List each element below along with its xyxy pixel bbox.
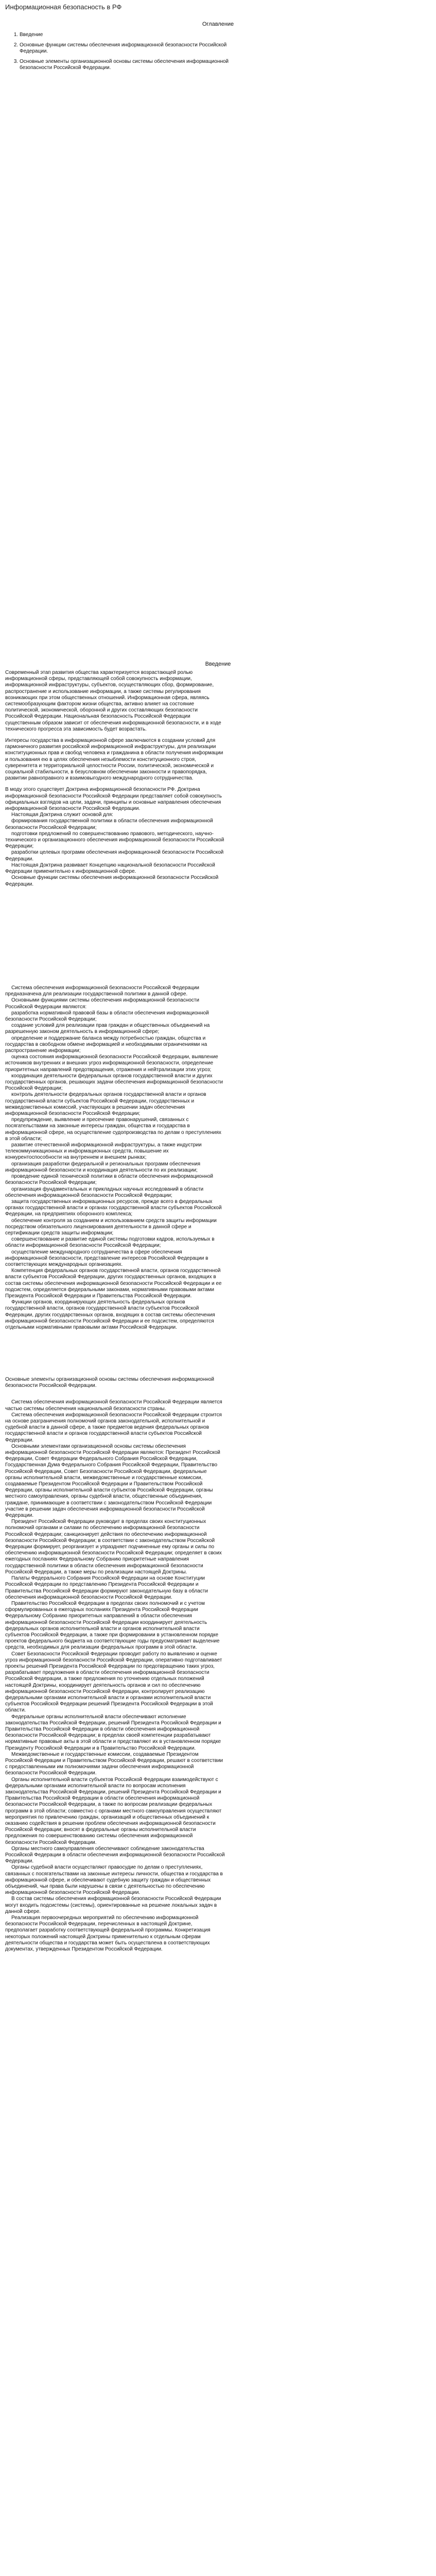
paragraph: обеспечение контроля за созданием и использованием средств защиты информации посредством обязательного лицензирования деятельности в данной сфере и сертификации средств защиты информации; [5, 1217, 217, 1236]
paragraph: формирования государственной политики в области обеспечения информационной безопасности Российской Федерации; [5, 818, 213, 831]
toc-item: 2. Основные функции системы обеспечения информационной безопасности Российской Федерации. [20, 42, 236, 55]
paragraph: Настоящая Доктрина служит основой для: [11, 812, 113, 818]
intro-heading: Введение [205, 661, 231, 667]
paragraph: Реализация первоочередных мероприятий по обеспечению информационной безопасности Российской Федерации, перечисленных в настоящей Доктрине, предполагает разработку соответствующей федеральной программы. Конкретизация некоторых положений настоящей Доктрины применительно к отдельным сферам деятельности общества и государства может быть осуществлена в соответствующих документах, утвержденных Президентом Российской Федерации. [5, 1915, 211, 1953]
paragraph: Система обеспечения информационной безопасности Российской Федерации строится на основе разграничения полномочий органов законодательной, исполнительной и судебной власти в данной сфере, а также предметов ведения федеральных органов государственной власти и органов государственной власти субъектов Российской Федерации. [5, 1412, 222, 1443]
paragraph: разработки целевых программ обеспечения информационной безопасности Российской Федерации. [5, 850, 224, 862]
paragraph: Президент Российской Федерации руководит в пределах своих конституционных полномочий органами и силами по обеспечению информационной безопасности Российской Федерации; санкционирует действия по обеспечению информационной безопасности Российской Федерации; в соответствии с законодательством Российской Федерации формирует, реорганизует и упраздняет подчиненные ему органы и силы по обеспечению информационной безопасности Российской Федерации; определяет в своих ежегодных посланиях Федеральному Собранию приоритетные направления государственной политики в области обеспечения информационной безопасности Российской Федерации, а также меры по реализации настоящей Доктрины. [5, 1519, 222, 1575]
paragraph: контроль деятельности федеральных органов государственной власти и органов государственной власти субъектов Российской Федерации, государственных и межведомственных комиссий, участвующих в решении задач обеспечения информационной безопасности Российской Федерации; [5, 1092, 206, 1117]
paragraph: Межведомственные и государственные комиссии, создаваемые Президентом Российской Федерации и Правительством Российской Федерации, решают в соответствии с предоставленными им полномочиями задачи обеспечения информационной безопасности Российской Федерации. [5, 1751, 223, 1776]
paragraph: координация деятельности федеральных органов государственной власти и других государственных органов, решающих задачи обеспечения информационной безопасности Российской Федерации; [5, 1073, 223, 1092]
paragraph: Современный этап развития общества характеризуется возрастающей ролью информационной сферы, представляющей собой совокупность информации, информационной инфраструктуры, субъектов, осуществляющих сбор, формирование, распространение и использование информации, а также системы регулирования возникающих при этом общественных отношений. Информационная сфера, являясь системообразующим фактором жизни общества, активно влияет на состояние политической, экономической, оборонной и других составляющих безопасности Российской Федерации. Национальная безопасность Российской Федерации существенным образом зависит от обеспечения информационной безопасности, и в ходе технического прогресса эта зависимость будет возрастать. [5, 670, 221, 732]
paragraph: разработка нормативной правовой базы в области обеспечения информационной безопасности Российской Федерации; [5, 1010, 209, 1023]
paragraph: Функции органов, координирующих деятельность федеральных органов государственной власти, органов государственной власти субъектов Российской Федерации, других государственных органов, входящих в состав системы обеспечения информационной безопасности Российской Федерации и ее подсистем, определяются отдельными нормативными правовыми актами Российской Федерации. [5, 1299, 215, 1330]
paragraph: создание условий для реализации прав граждан и общественных объединений на разрешенную законом деятельность в информационной сфере; [5, 1023, 210, 1035]
paragraph: проведение единой технической политики в области обеспечения информационной безопасности Российской Федерации; [5, 1174, 214, 1186]
paragraph: защита государственных информационных ресурсов, прежде всего в федеральных органах государственной власти и органах государственной власти субъектов Российской Федерации, на предприятиях оборонного комплекса; [5, 1198, 222, 1217]
paragraph: Органы местного самоуправления обеспечивают соблюдение законодательства Российской Федерации в области обеспечения информационной безопасности Российской Федерации. [5, 1845, 225, 1865]
paragraph: организация разработки федеральной и региональных программ обеспечения информационной безопасности и координация деятельности по их реализации; [5, 1161, 200, 1173]
organization-text [5, 1377, 225, 1953]
paragraph: Основными функциями системы обеспечения информационной безопасности Российской Федерации являются: [5, 997, 199, 1010]
paragraph: оценка состояния информационной безопасности Российской Федерации, выявление источников внутренних и внешних угроз информационной безопасности, определение приоритетных направлений предотвращения, отражения и нейтрализации этих угроз; [5, 1054, 218, 1073]
document-title: Информационная безопасность в РФ [5, 3, 122, 11]
paragraph: развитие отечественной информационной инфраструктуры, а также индустрии телекоммуникационных и информационных средств, повышение их конкурентоспособности на внутреннем и внешнем рынках; [5, 1142, 202, 1161]
paragraph: определение и поддержание баланса между потребностью граждан, общества и государства в свободном обмене информацией и необходимыми ограничениями на распространение информации; [5, 1035, 207, 1054]
paragraph: Система обеспечения информационной безопасности Российской Федерации предназначена для реализации государственной политики в данной сфере. [5, 985, 199, 997]
paragraph: предупреждение, выявление и пресечение правонарушений, связанных с посягательствами на законные интересы граждан, общества и государства в информационной сфере, на осуществление судопроизводства по делам о преступлениях в этой области; [5, 1117, 221, 1142]
toc-item: 3. Основные элементы организационной основы системы обеспечения информационной безопасности Российской Федерации. [20, 59, 236, 71]
table-of-contents [9, 32, 236, 75]
paragraph: осуществление международного сотрудничества в сфере обеспечения информационной безопасности, представление интересов Российской Федерации в соответствующих международных организациях. [5, 1249, 208, 1267]
functions-text [5, 985, 225, 1331]
paragraph: Компетенция федеральных органов государственной власти, органов государственной власти субъектов Российской Федерации, других государственных органов, входящих в состав системы обеспечения информационной безопасности Российской Федерации и ее подсистем, определяется федеральными законами, нормативными правовыми актами Президента Российской Федерации и Правительства Российской Федерации. [5, 1268, 222, 1299]
paragraph: подготовки предложений по совершенствованию правового, методического, научно-технического и организационного обеспечения информационной безопасности Российской Федерации; [5, 831, 224, 850]
paragraph: Федеральные органы исполнительной власти обеспечивают исполнение законодательства Российской Федерации, решений Президента Российской Федерации и Правительства Российской Федерации в области обеспечения информационной безопасности Российской Федерации; в пределах своей компетенции разрабатывают нормативные правовые акты в этой области и представляют их в установленном порядке Президенту Российской Федерации и в Правительство Российской Федерации. [5, 1714, 221, 1751]
paragraph: совершенствование и развитие единой системы подготовки кадров, используемых в области информационной безопасности Российской Федерации; [5, 1236, 215, 1249]
toc-heading: Оглавление [202, 21, 234, 27]
paragraph: Совет Безопасности Российской Федерации проводит работу по выявлению и оценке угроз информационной безопасности Российской Федерации, оперативно подготавливает проекты решений Президента Российской Федерации по предотвращению таких угроз, разрабатывает предложения в области обеспечения информационной безопасности Российской Федерации, а также предложения по уточнению отдельных положений настоящей Доктрины, координирует деятельность органов и сил по обеспечению информационной безопасности Российской Федерации, контролирует реализацию федеральными органами исполнительной власти и органами исполнительной власти субъектов Российской Федерации решений Президента Российской Федерации в этой области. [5, 1651, 222, 1714]
paragraph: Органы судебной власти осуществляют правосудие по делам о преступлениях, связанных с посягательствами на законные интересы личности, общества и государства в информационной сфере, и обеспечивают судебную защиту граждан и общественных объединений, чьи права были нарушены в связи с деятельностью по обеспечению информационной безопасности Российской Федерации. [5, 1865, 223, 1896]
paragraph: В моду этого существует Доктрина информационной безопасности РФ. Доктрина информационной безопасности Российской Федерации представляет собой совокупность официальных взглядов на цели, задачи, принципы и основные направления обеспечения информационной безопасности Российской Федерации. [5, 787, 222, 812]
intro-text [5, 670, 225, 888]
paragraph: В состав системы обеспечения информационной безопасности Российской Федерации могут входить подсистемы (системы), ориентированные на решение локальных задач в данной сфере. [5, 1896, 221, 1914]
paragraph: Система обеспечения информационной безопасности Российской Федерации является частью системы обеспечения национальной безопасности страны. [5, 1399, 222, 1412]
paragraph: Интересы государства в информационной сфере заключаются в создании условий для гармоничного развития российской информационной инфраструктуры, для реализации конституционных прав и свобод человека и гражданина в области получения информации и пользования ею в целях обеспечения незыблемости конституционного строя, суверенитета и территориальной целостности России, политической, экономической и социальной стабильности, в безусловном обеспечении законности и правопорядка, развитии равноправного и взаимовыгодного международного сотрудничества. [5, 738, 223, 782]
paragraph: Основные функции системы обеспечения информационной безопасности Российской Федерации. [5, 875, 219, 887]
paragraph: Основными элементами организационной основы системы обеспечения информационной безопасности Российской Федерации являются: Президент Российской Федерации, Совет Федерации Федерального Собрания Российской Федерации, Государственная Дума Федерального Собрания Российской Федерации, Правительство Российской Федерации, Совет Безопасности Российской Федерации, федеральные органы исполнительной власти, межведомственные и государственные комиссии, создаваемые Президентом Российской Федерации и Правительством Российской Федерации, органы исполнительной власти субъектов Российской Федерации, органы местного самоуправления, органы судебной власти, общественные объединения, граждане, принимающие в соответствии с законодательством Российской Федерации участие в решении задач обеспечения информационной безопасности Российской Федерации. [5, 1443, 220, 1519]
paragraph: Настоящая Доктрина развивает Концепцию национальной безопасности Российской Федерации применительно к информационной сфере. [5, 862, 215, 875]
paragraph: Палаты Федерального Собрания Российской Федерации на основе Конституции Российской Федерации по представлению Президента Российской Федерации и Правительства Российской Федерации формируют законодательную базу в области обеспечения информационной безопасности Российской Федерации. [5, 1575, 208, 1600]
paragraph: Органы исполнительной власти субъектов Российской Федерации взаимодействуют с федеральными органами исполнительной власти по вопросам исполнения законодательства Российской Федерации, решений Президента Российской Федерации и Правительства Российской Федерации в области обеспечения информационной безопасности Российской Федерации, а также по вопросам реализации федеральных программ в этой области; совместно с органами местного самоуправления осуществляют мероприятия по привлечению граждан, организаций и общественных объединений к оказанию содействия в решении проблем обеспечения информационной безопасности Российской Федерации; вносят в федеральные органы исполнительной власти предложения по совершенствованию системы обеспечения информационной безопасности Российской Федерации. [5, 1776, 222, 1845]
paragraph: организация фундаментальных и прикладных научных исследований в области обеспечения информационной безопасности Российской Федерации; [5, 1186, 204, 1198]
paragraph: Правительство Российской Федерации в пределах своих полномочий и с учетом сформулированных в ежегодных посланиях Президента Российской Федерации Федеральному Собранию приоритетных направлений в области обеспечения информационной безопасности Российской Федерации координирует деятельность федеральных органов исполнительной власти и органов исполнительной власти субъектов Российской Федерации, а также при формировании в установленном порядке проектов федерального бюджета на соответствующие годы предусматривает выделение средств, необходимых для реализации федеральных программ в этой области. [5, 1600, 220, 1651]
toc-item: 1. Введение [20, 32, 236, 38]
section-subheading: Основные элементы организационной основы системы обеспечения информационной безопасности Российской Федерации. [5, 1377, 215, 1389]
